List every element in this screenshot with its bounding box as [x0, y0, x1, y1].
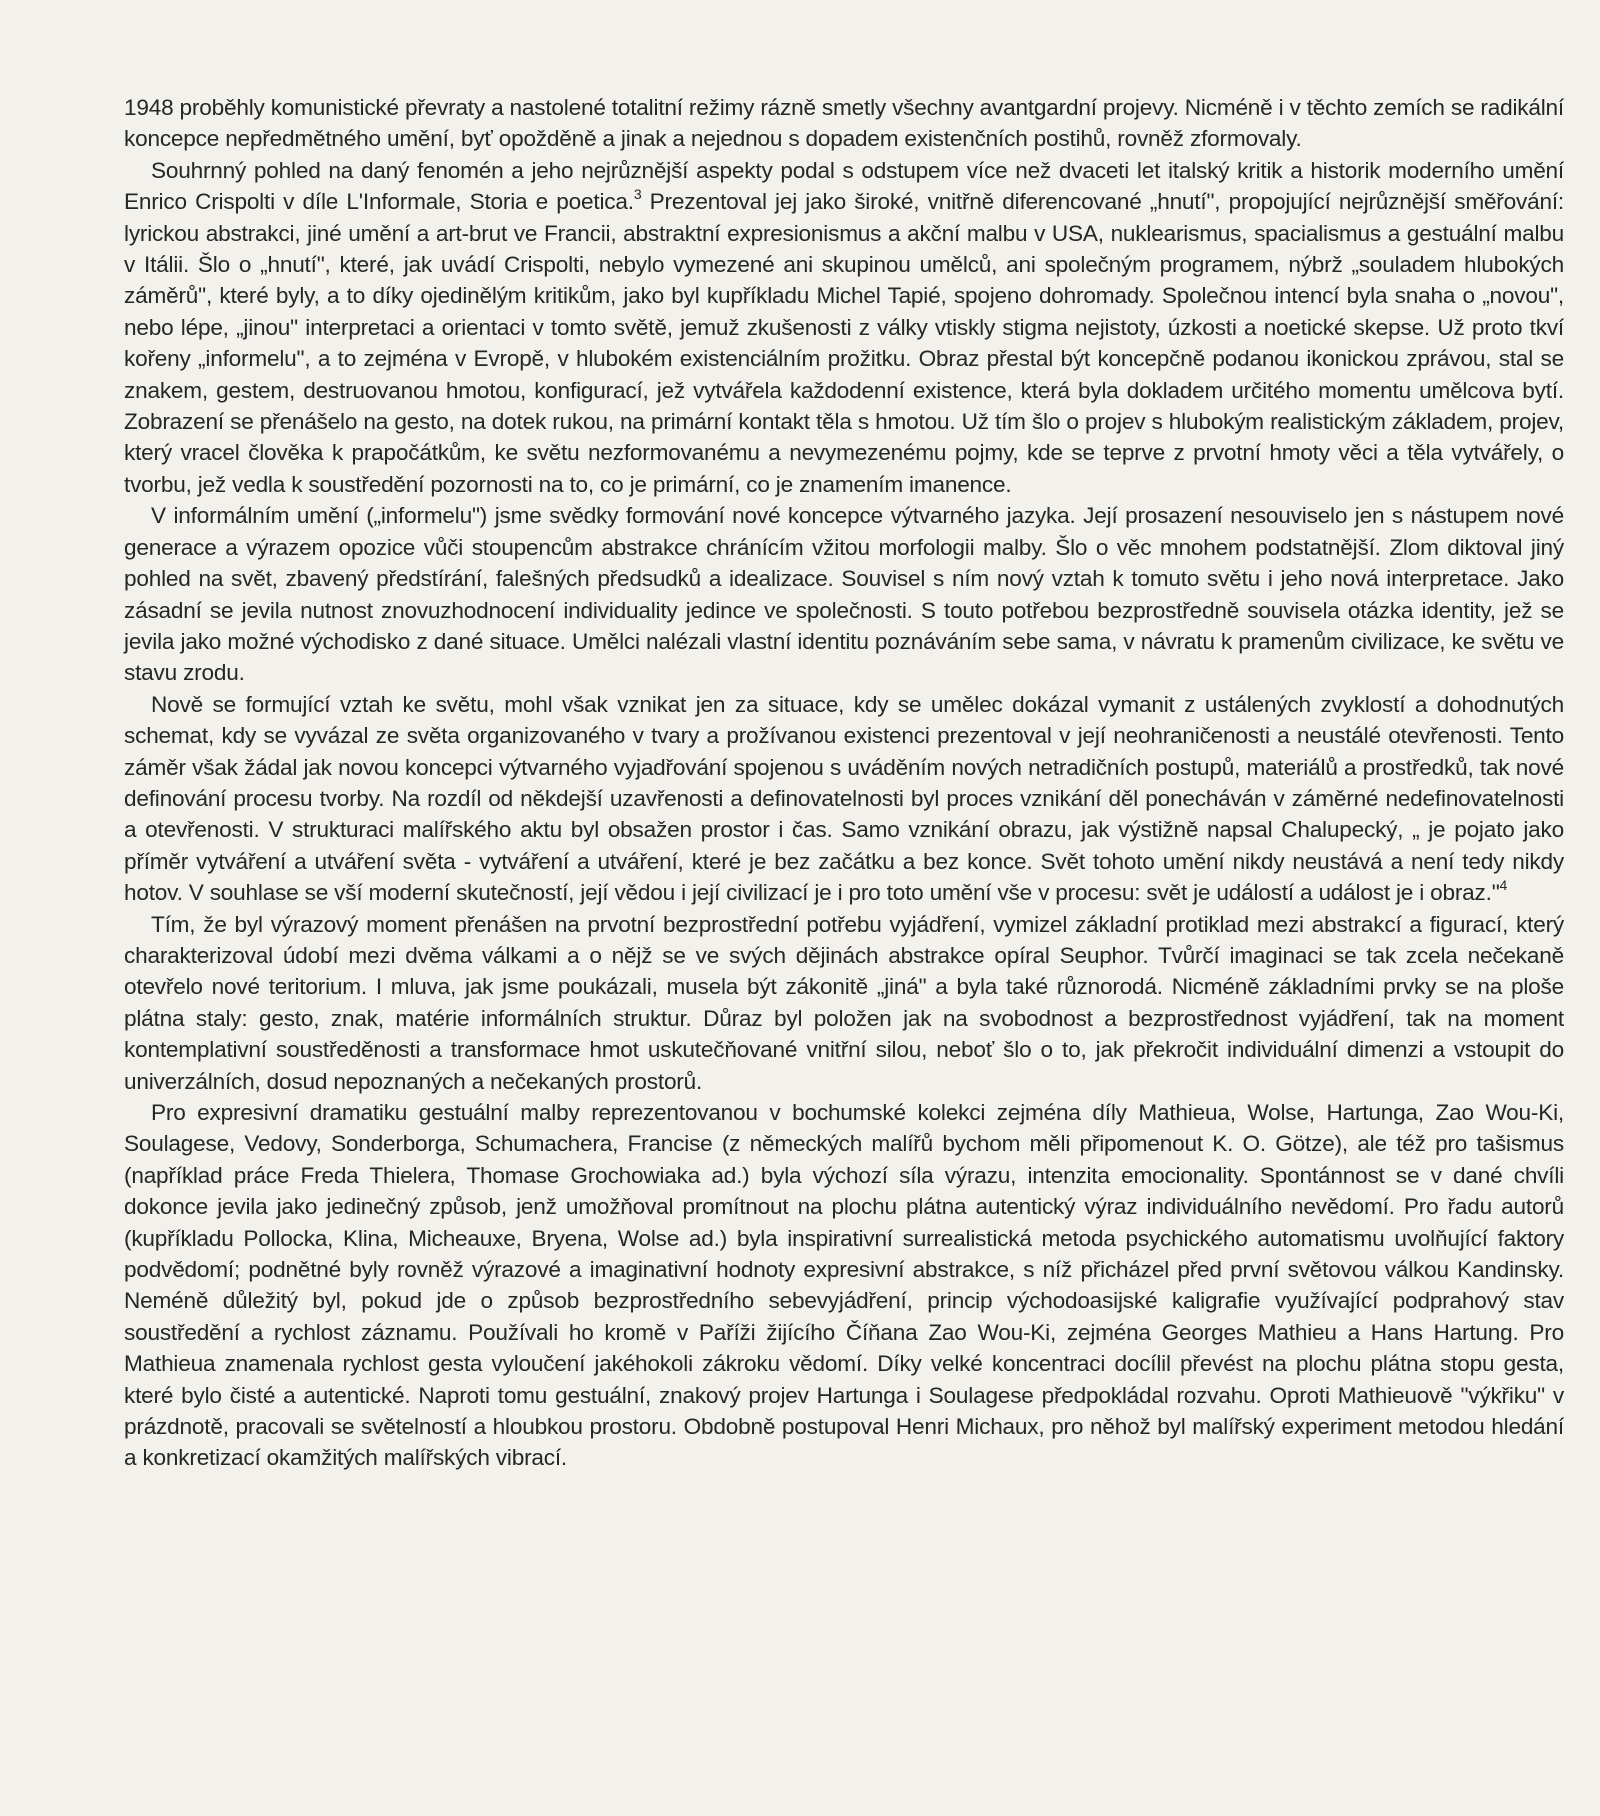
footnote-marker: 4: [1499, 876, 1508, 893]
paragraph-text: Nově se formující vztah ke světu, mohl však vznikat jen za situace, kdy se umělec dokázal vymanit z ustálených zvyklostí a dohodnutých schemat, kdy se vyvázal ze světa organizovaného v tvary a prožívanou existenci prezentoval v její neohraničenosti a neustálé otevřenosti. Tento záměr však žádal jak novou koncepci výtvarného vyjadřování spojenou s uváděním nových netradičních postupů, materiálů a prostředků, tak nové definování procesu tvorby. Na rozdíl od někdejší uzavřenosti a definovatelnosti byl proces vznikání děl ponecháván v záměrné nedefinovatelnosti a otevřenosti. V strukturaci malířského aktu byl obsažen prostor i čas. Samo vznikání obrazu, jak výstižně napsal Chalupecký, „ je pojato jako příměr vytváření a utváření světa - vytváření a utváření, které je bez začátku a bez konce. Svět tohoto umění nikdy neustává a není tedy nikdy hotov. V souhlase se vší moderní skutečností, její vědou i její civilizací je i pro toto umění vše v procesu: svět je událostí a událost je i obraz.": [124, 691, 1564, 906]
paragraph-2: [124, 155, 1564, 500]
paragraph-text: Tím, že byl výrazový moment přenášen na prvotní bezprostřední potřebu vyjádření, vymizel základní protiklad mezi abstrakcí a figurací, který charakterizoval údobí mezi dvěma válkami a o nějž se ve svých dějinách abstrakce opíral Seuphor. Tvůrčí imaginaci se tak zcela nečekaně otevřelo nové teritorium. I mluva, jak jsme poukázali, musela být zákonitě „jiná" a byla také různorodá. Nicméně základními prvky se na ploše plátna staly: gesto, znak, matérie informálních struktur. Důraz byl položen jak na svobodnost a bezprostřednost vyjádření, tak na moment kontemplativní soustředěnosti a transformace hmot uskutečňované vnitřní silou, neboť šlo o to, jak překročit individuální dimenzi a vstoupit do univerzálních, dosud nepoznaných a nečekaných prostorů.: [124, 911, 1564, 1094]
paragraph-text: V informálním umění („informelu") jsme svědky formování nové koncepce výtvarného jazyka. Její prosazení nesouviselo jen s nástupem nové generace a výrazem opozice vůči stoupencům abstrakce chránícím vžitou morfologii malby. Šlo o věc mnohem podstatnější. Zlom diktoval jiný pohled na svět, zbavený předstírání, falešných předsudků a idealizace. Souvisel s ním nový vztah k tomuto světu i jeho nová interpretace. Jako zásadní se jevila nutnost znovuzhodnocení individuality jedince ve společnosti. S touto potřebou bezprostředně souvisela otázka identity, jež se jevila jako možné východisko z dané situace. Umělci nalézali vlastní identitu poznáváním sebe sama, v návratu k pramenům civilizace, ke světu ve stavu zrodu.: [124, 503, 1564, 686]
paragraph-text-continued: Prezentoval jej jako široké, vnitřně diferencované „hnutí", propojující nejrůznější směřování: lyrickou abstrakci, jiné umění a art-brut ve Francii, abstraktní expresionismus a akční malbu v USA, nuklearismus, spacialismus a gestuální malbu v Itálii. Šlo o „hnutí", které, jak uvádí Crispolti, nebylo vymezené ani skupinou umělců, ani společným programem, nýbrž „souladem hlubokých záměrů", které byly, a to díky ojedinělým kritikům, jako byl kupříkladu Michel Tapié, spojeno dohromady. Společnou intencí byla snaha o „novou", nebo lépe, „jinou" interpretaci a orientaci v tomto světě, jemuž zkušenosti z války vtiskly stigma nejistoty, úzkosti a noetické skepse. Už proto tkví kořeny „informelu", a to zejména v Evropě, v hlubokém existenciálním prožitku. Obraz přestal být koncepčně podanou ikonickou zprávou, stal se znakem, gestem, destruovanou hmotou, konfigurací, jež vytvářela každodenní existence, která byla dokladem určitého momentu umělcova bytí. Zobrazení se přenášelo na gesto, na dotek rukou, na primární kontakt těla s hmotou. Už tím šlo o projev s hlubokým realistickým základem, projev, který vracel člověka k prapočátkům, ke světu nezformovanému a nevymezenému pojmy, kde se teprve z prvotní hmoty věci a těla vytvářely, o tvorbu, jež vedla k soustředění pozornosti na to, co je primární, co je znamením imanence.: [124, 189, 1564, 497]
paragraph-1: [124, 92, 1564, 155]
paragraph-4: [124, 689, 1564, 909]
paragraph-text: Souhrnný pohled na daný fenomén a jeho nejrůznější aspekty podal s odstupem více než dvaceti let italský kritik a historik moderního umění Enrico Crispolti v díle L'Informale, Storia e poetica.: [124, 157, 1564, 215]
paragraph-text: 1948 proběhly komunistické převraty a nastolené totalitní režimy rázně smetly všechny avantgardní projevy. Nicméně i v těchto zemích se radikální koncepce nepředmětného umění, byť opožděně a jinak a nejednou s dopadem existenčních postihů, rovněž zformovaly.: [124, 95, 1564, 152]
article-body: [124, 92, 1564, 1474]
paragraph-6: [124, 1097, 1564, 1474]
paragraph-text: Pro expresivní dramatiku gestuální malby reprezentovanou v bochumské kolekci zejména díly Mathieua, Wolse, Hartunga, Zao Wou-Ki, Soulagese, Vedovy, Sonderborga, Schumachera, Francise (z německých malířů bychom měli připomenout K. O. Götze), ale též pro tašismus (například práce Freda Thielera, Thomase Grochowiaka ad.) byla výchozí síla výrazu, intenzita emocionality. Spontánnost se v dané chvíli dokonce jevila jako jedinečný způsob, jenž umožňoval promítnout na plochu plátna autentický výraz individuálního nevědomí. Pro řadu autorů (kupříkladu Pollocka, Klina, Micheauxe, Bryena, Wolse ad.) byla inspirativní surrealistická metoda psychického automatismu uvolňující faktory podvědomí; podnětné byly rovněž výrazové a imaginativní hodnoty expresivní abstrakce, s níž přicházel před první světovou válkou Kandinsky. Neméně důležitý byl, pokud jde o způsob bezprostředního sebevyjádření, princip východoasijské kaligrafie využívající podprahový stav soustředění a rychlost záznamu. Používali ho kromě v Paříži žijícího Číňana Zao Wou-Ki, zejména Georges Mathieu a Hans Hartung. Pro Mathieua znamenala rychlost gesta vyloučení jakéhokoli zákroku vědomí. Díky velké koncentraci docílil převést na plochu plátna stopu gesta, které bylo čisté a autentické. Naproti tomu gestuální, znakový projev Hartunga i Soulagese předpokládal rozvahu. Oproti Mathieuově "výkřiku" v prázdnotě, pracovali se světelností a hloubkou prostoru. Obdobně postupoval Henri Michaux, pro něhož byl malířský experiment metodou hledání a konkretizací okamžitých malířských vibrací.: [124, 1100, 1564, 1471]
paragraph-5: [124, 909, 1564, 1097]
footnote-marker: 3: [633, 185, 642, 202]
paragraph-3: [124, 500, 1564, 688]
